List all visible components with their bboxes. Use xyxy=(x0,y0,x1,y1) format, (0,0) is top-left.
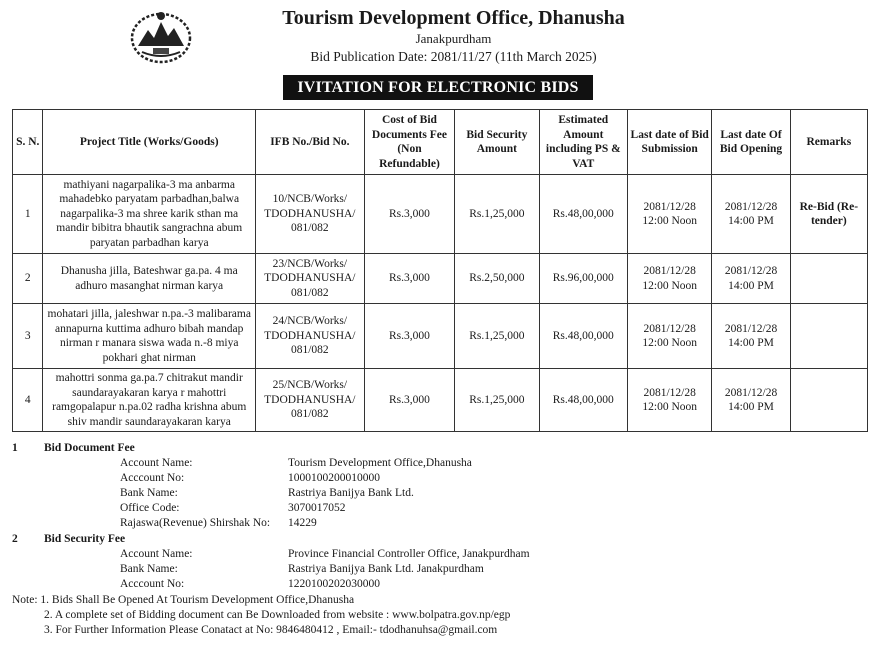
cell-cost: Rs.3,000 xyxy=(364,304,454,369)
table-row xyxy=(13,304,868,369)
cell-ifb: 25/NCB/Works/ TDODHANUSHA/ 081/082 xyxy=(255,369,364,432)
field-value: 14229 xyxy=(288,517,317,529)
cell-title: Dhanusha jilla, Bateshwar ga.pa. 4 ma adhuro masanghat nirman karya xyxy=(43,254,255,304)
field-label: Account Name: xyxy=(120,457,193,469)
cell-ifb: 24/NCB/Works/ TDODHANUSHA/ 081/082 xyxy=(255,304,364,369)
publication-date: Bid Publication Date: 2081/11/27 (11th March 2025) xyxy=(310,49,597,64)
cell-title: mohatari jilla, jaleshwar n.pa.-3 malibarama annapurna kuttima adhuro bibah mandap nirman r manara siswa wada n.-8 miya pokhari ghat nirman xyxy=(43,304,255,369)
header-remarks: Remarks xyxy=(790,110,867,175)
cell-title: mahottri sonma ga.pa.7 chitrakut mandir saundarayakaran karya r mahottri ramgopalapur n.pa.02 radha krishna abum shiv mandir saundarayakaran karya xyxy=(43,369,255,432)
field-value: 1220100202030000 xyxy=(288,578,380,590)
header-ifb: IFB No./Bid No. xyxy=(255,110,364,175)
cell-sn: 1 xyxy=(13,175,43,254)
header-title: Project Title (Works/Goods) xyxy=(43,110,255,175)
cell-estimate: Rs.48,00,000 xyxy=(539,369,627,432)
field-value: Rastriya Banijya Bank Ltd. xyxy=(288,487,414,499)
cell-title: mathiyani nagarpalika-3 ma anbarma mahadebko paryatam parbadhan,balwa nagarpalika-3 ma shree karik sthan ma mandir bibitra bhautik sangrachna abum paryatan parbadhan karya xyxy=(43,175,255,254)
field-label: Acccount No: xyxy=(120,472,185,484)
header-submission: Last date of Bid Submission xyxy=(628,110,712,175)
field-value: 3070017052 xyxy=(288,502,346,514)
cell-opening: 2081/12/28 14:00 PM xyxy=(712,369,790,432)
cell-security: Rs.1,25,000 xyxy=(455,369,539,432)
field-label: Acccount No: xyxy=(120,578,185,590)
header-opening: Last date Of Bid Opening xyxy=(712,110,790,175)
section-number: 2 xyxy=(12,533,18,545)
table-row xyxy=(13,369,868,432)
field-value: Tourism Development Office,Dhanusha xyxy=(288,457,472,469)
notice-banner: IVITATION FOR ELECTRONIC BIDS xyxy=(283,75,593,100)
cell-sn: 2 xyxy=(13,254,43,304)
cell-cost: Rs.3,000 xyxy=(364,254,454,304)
cell-estimate: Rs.48,00,000 xyxy=(539,175,627,254)
field-value: Province Financial Controller Office, Janakpurdham xyxy=(288,548,530,560)
section-number: 1 xyxy=(12,442,18,454)
cell-security: Rs.2,50,000 xyxy=(455,254,539,304)
header-sn: S. N. xyxy=(13,110,43,175)
cell-sn: 4 xyxy=(13,369,43,432)
field-label: Rajaswa(Revenue) Shirshak No: xyxy=(120,517,271,529)
cell-submission: 2081/12/28 12:00 Noon xyxy=(628,369,712,432)
header-estimate: Estimated Amount including PS & VAT xyxy=(539,110,627,175)
office-location: Janakpurdham xyxy=(415,31,492,46)
header-security: Bid Security Amount xyxy=(455,110,539,175)
table-row xyxy=(13,254,868,304)
field-label: Bank Name: xyxy=(120,487,178,499)
field-label: Account Name: xyxy=(120,548,193,560)
cell-opening: 2081/12/28 14:00 PM xyxy=(712,175,790,254)
cell-security: Rs.1,25,000 xyxy=(455,304,539,369)
field-label: Bank Name: xyxy=(120,563,178,575)
cell-opening: 2081/12/28 14:00 PM xyxy=(712,304,790,369)
note-2: 2. A complete set of Bidding document can Be Downloaded from website : www.bolpatra.gov.np/egp xyxy=(44,609,511,622)
cell-sn: 3 xyxy=(13,304,43,369)
section-title: Bid Security Fee xyxy=(44,533,126,545)
cell-remarks xyxy=(790,304,867,369)
field-label: Office Code: xyxy=(120,502,180,514)
cell-ifb: 10/NCB/Works/ TDODHANUSHA/ 081/082 xyxy=(255,175,364,254)
cell-submission: 2081/12/28 12:00 Noon xyxy=(628,175,712,254)
cell-remarks: Re-Bid (Re-tender) xyxy=(790,175,867,254)
cell-estimate: Rs.96,00,000 xyxy=(539,254,627,304)
cell-remarks xyxy=(790,369,867,432)
cell-ifb: 23/NCB/Works/ TDODHANUSHA/ 081/082 xyxy=(255,254,364,304)
cell-remarks xyxy=(790,254,867,304)
notice-header xyxy=(0,6,877,66)
note-1: Note: 1. Bids Shall Be Opened At Tourism Development Office,Dhanusha xyxy=(12,594,355,606)
note-3: 3. For Further Information Please Conatact at No: 9846480412 , Email:- tdodhanuhsa@gmail.com xyxy=(44,624,498,637)
cell-cost: Rs.3,000 xyxy=(364,175,454,254)
cell-opening: 2081/12/28 14:00 PM xyxy=(712,254,790,304)
cell-submission: 2081/12/28 12:00 Noon xyxy=(628,304,712,369)
header-cost: Cost of Bid Documents Fee (Non Refundable) xyxy=(364,110,454,175)
field-value: 1000100200010000 xyxy=(288,472,380,484)
cell-cost: Rs.3,000 xyxy=(364,369,454,432)
table-row xyxy=(13,175,868,254)
office-name: Tourism Development Office, Dhanusha xyxy=(282,7,625,29)
cell-submission: 2081/12/28 12:00 Noon xyxy=(628,254,712,304)
section-title: Bid Document Fee xyxy=(44,442,135,454)
cell-security: Rs.1,25,000 xyxy=(455,175,539,254)
cell-estimate: Rs.48,00,000 xyxy=(539,304,627,369)
table-header-row xyxy=(13,110,868,175)
field-value: Rastriya Banijya Bank Ltd. Janakpurdham xyxy=(288,563,484,575)
notes-section xyxy=(12,593,510,639)
bid-table xyxy=(12,109,868,432)
